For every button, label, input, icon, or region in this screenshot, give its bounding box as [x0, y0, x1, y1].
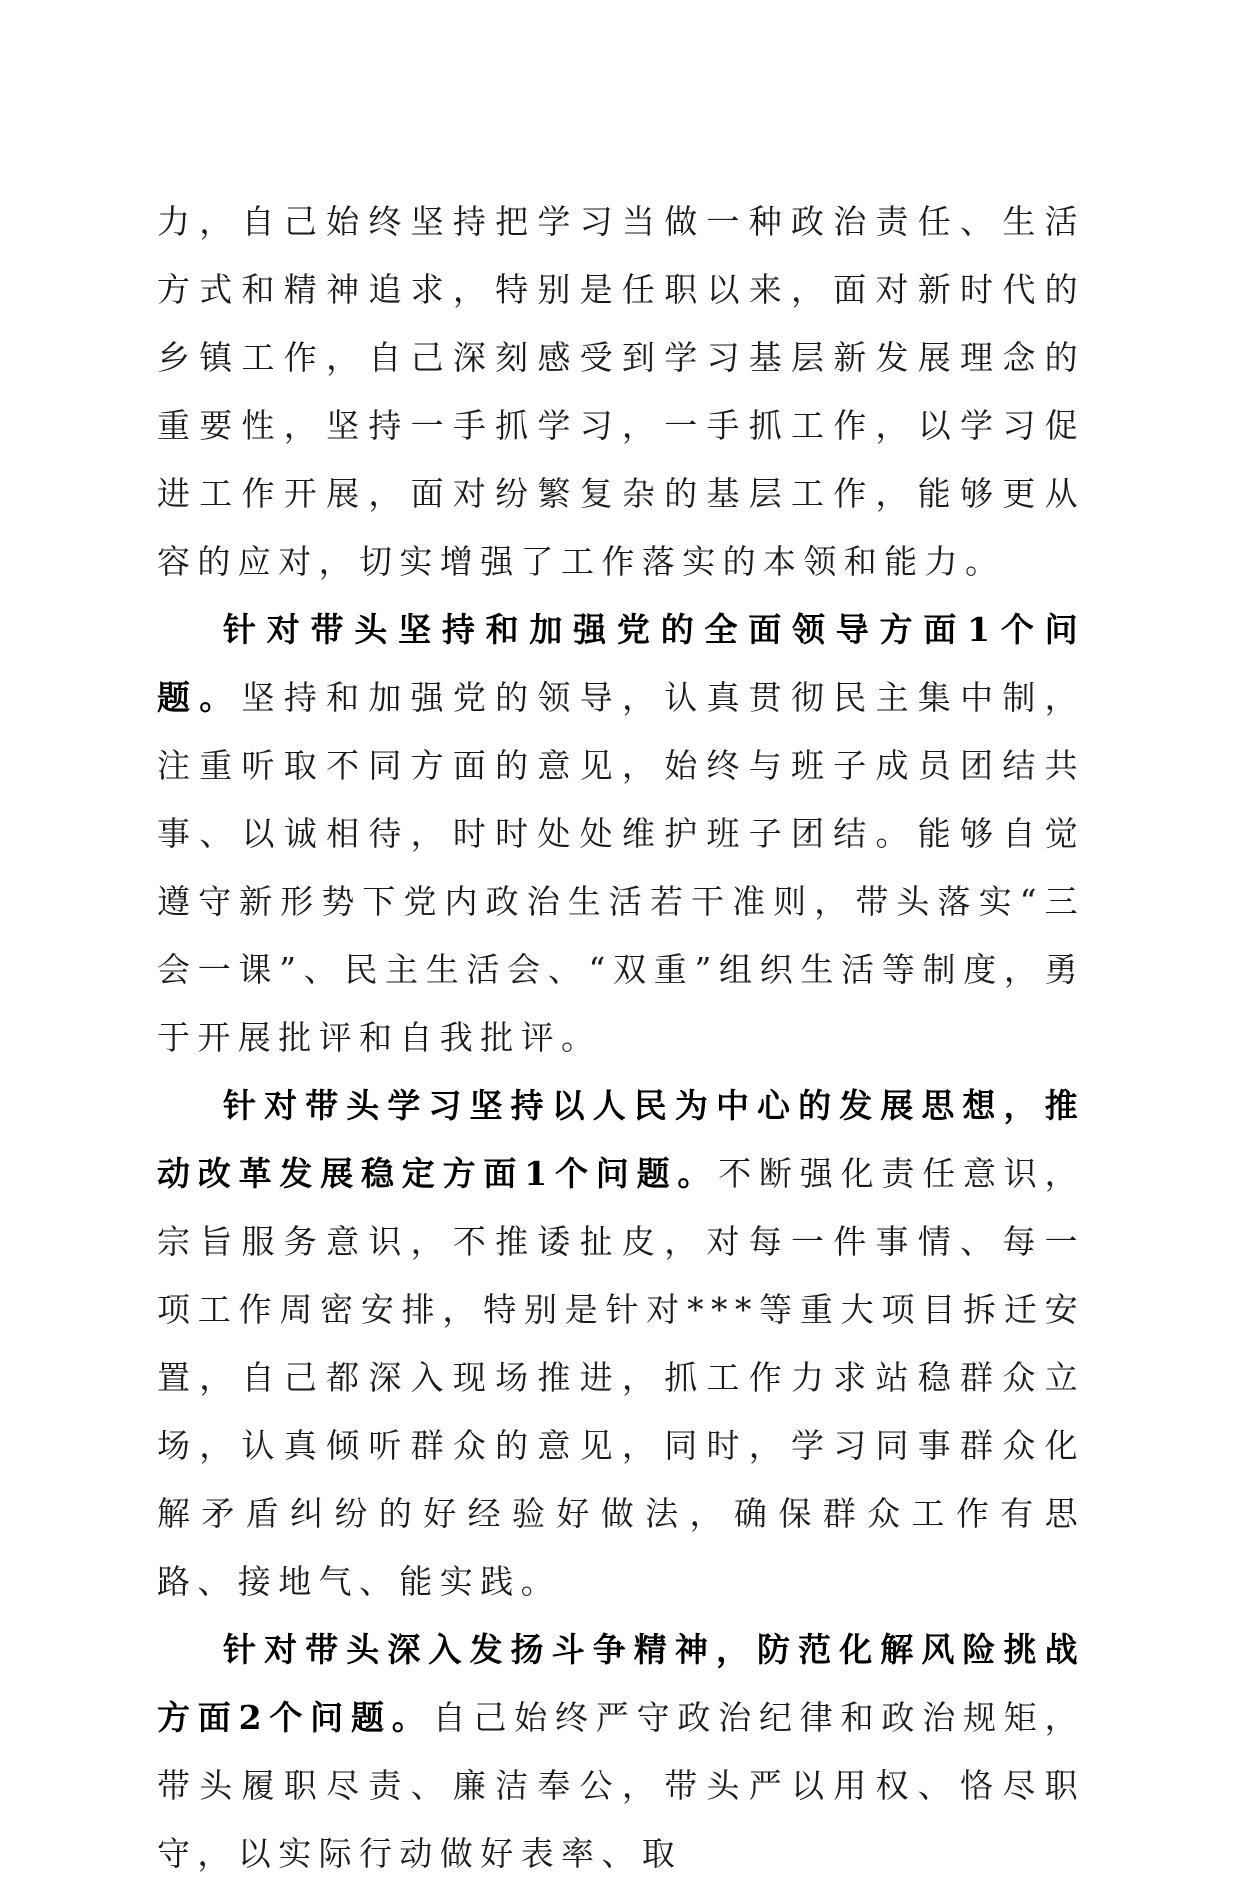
- paragraph-heading: 针对带头深入发扬斗争精神，防范化解风险挑战方面2个问题。: [157, 1630, 1085, 1737]
- paragraph-text: 力，自己始终坚持把学习当做一种政治责任、生活方式和精神追求，特别是任职以来，面对新时代的乡镇工作，自己深刻感受到学习基层新发展理念的重要性，坚持一手抓学习，一手抓工作，以学习促进工作开展，面对纷繁复杂的基层工作，能够更从容的应对，切实增强了工作落实的本领和能力。: [157, 202, 1085, 581]
- paragraph-party-leadership: [157, 596, 1085, 1072]
- paragraph-text: 自己始终严守政治纪律和政治规矩，带头履职尽责、廉洁奉公，带头严以用权、恪尽职守，以实际行动做好表率、取: [157, 1698, 1085, 1873]
- paragraph-people-centered: [157, 1072, 1085, 1616]
- paragraph-heading: 针对带头学习坚持以人民为中心的发展思想，推动改革发展稳定方面1个问题。: [157, 1086, 1085, 1193]
- document-body: [157, 188, 1085, 1888]
- paragraph-continuation: [157, 188, 1085, 596]
- paragraph-text: 坚持和加强党的领导，认真贯彻民主集中制，注重听取不同方面的意见，始终与班子成员团结共事、以诚相待，时时处处维护班子团结。能够自觉遵守新形势下党内政治生活若干准则，带头落实“三会一课”、民主生活会、“双重”组织生活等制度，勇于开展批评和自我批评。: [157, 678, 1086, 1057]
- paragraph-risk-challenges: [157, 1616, 1085, 1888]
- paragraph-heading: 针对带头坚持和加强党的全面领导方面1个问题。: [157, 610, 1085, 717]
- paragraph-text: 不断强化责任意识，宗旨服务意识，不推诿扯皮，对每一件事情、每一项工作周密安排，特别是针对***等重大项目拆迁安置，自己都深入现场推进，抓工作力求站稳群众立场，认真倾听群众的意见，同时，学习同事群众化解矛盾纠纷的好经验好做法，确保群众工作有思路、接地气、能实践。: [157, 1154, 1085, 1601]
